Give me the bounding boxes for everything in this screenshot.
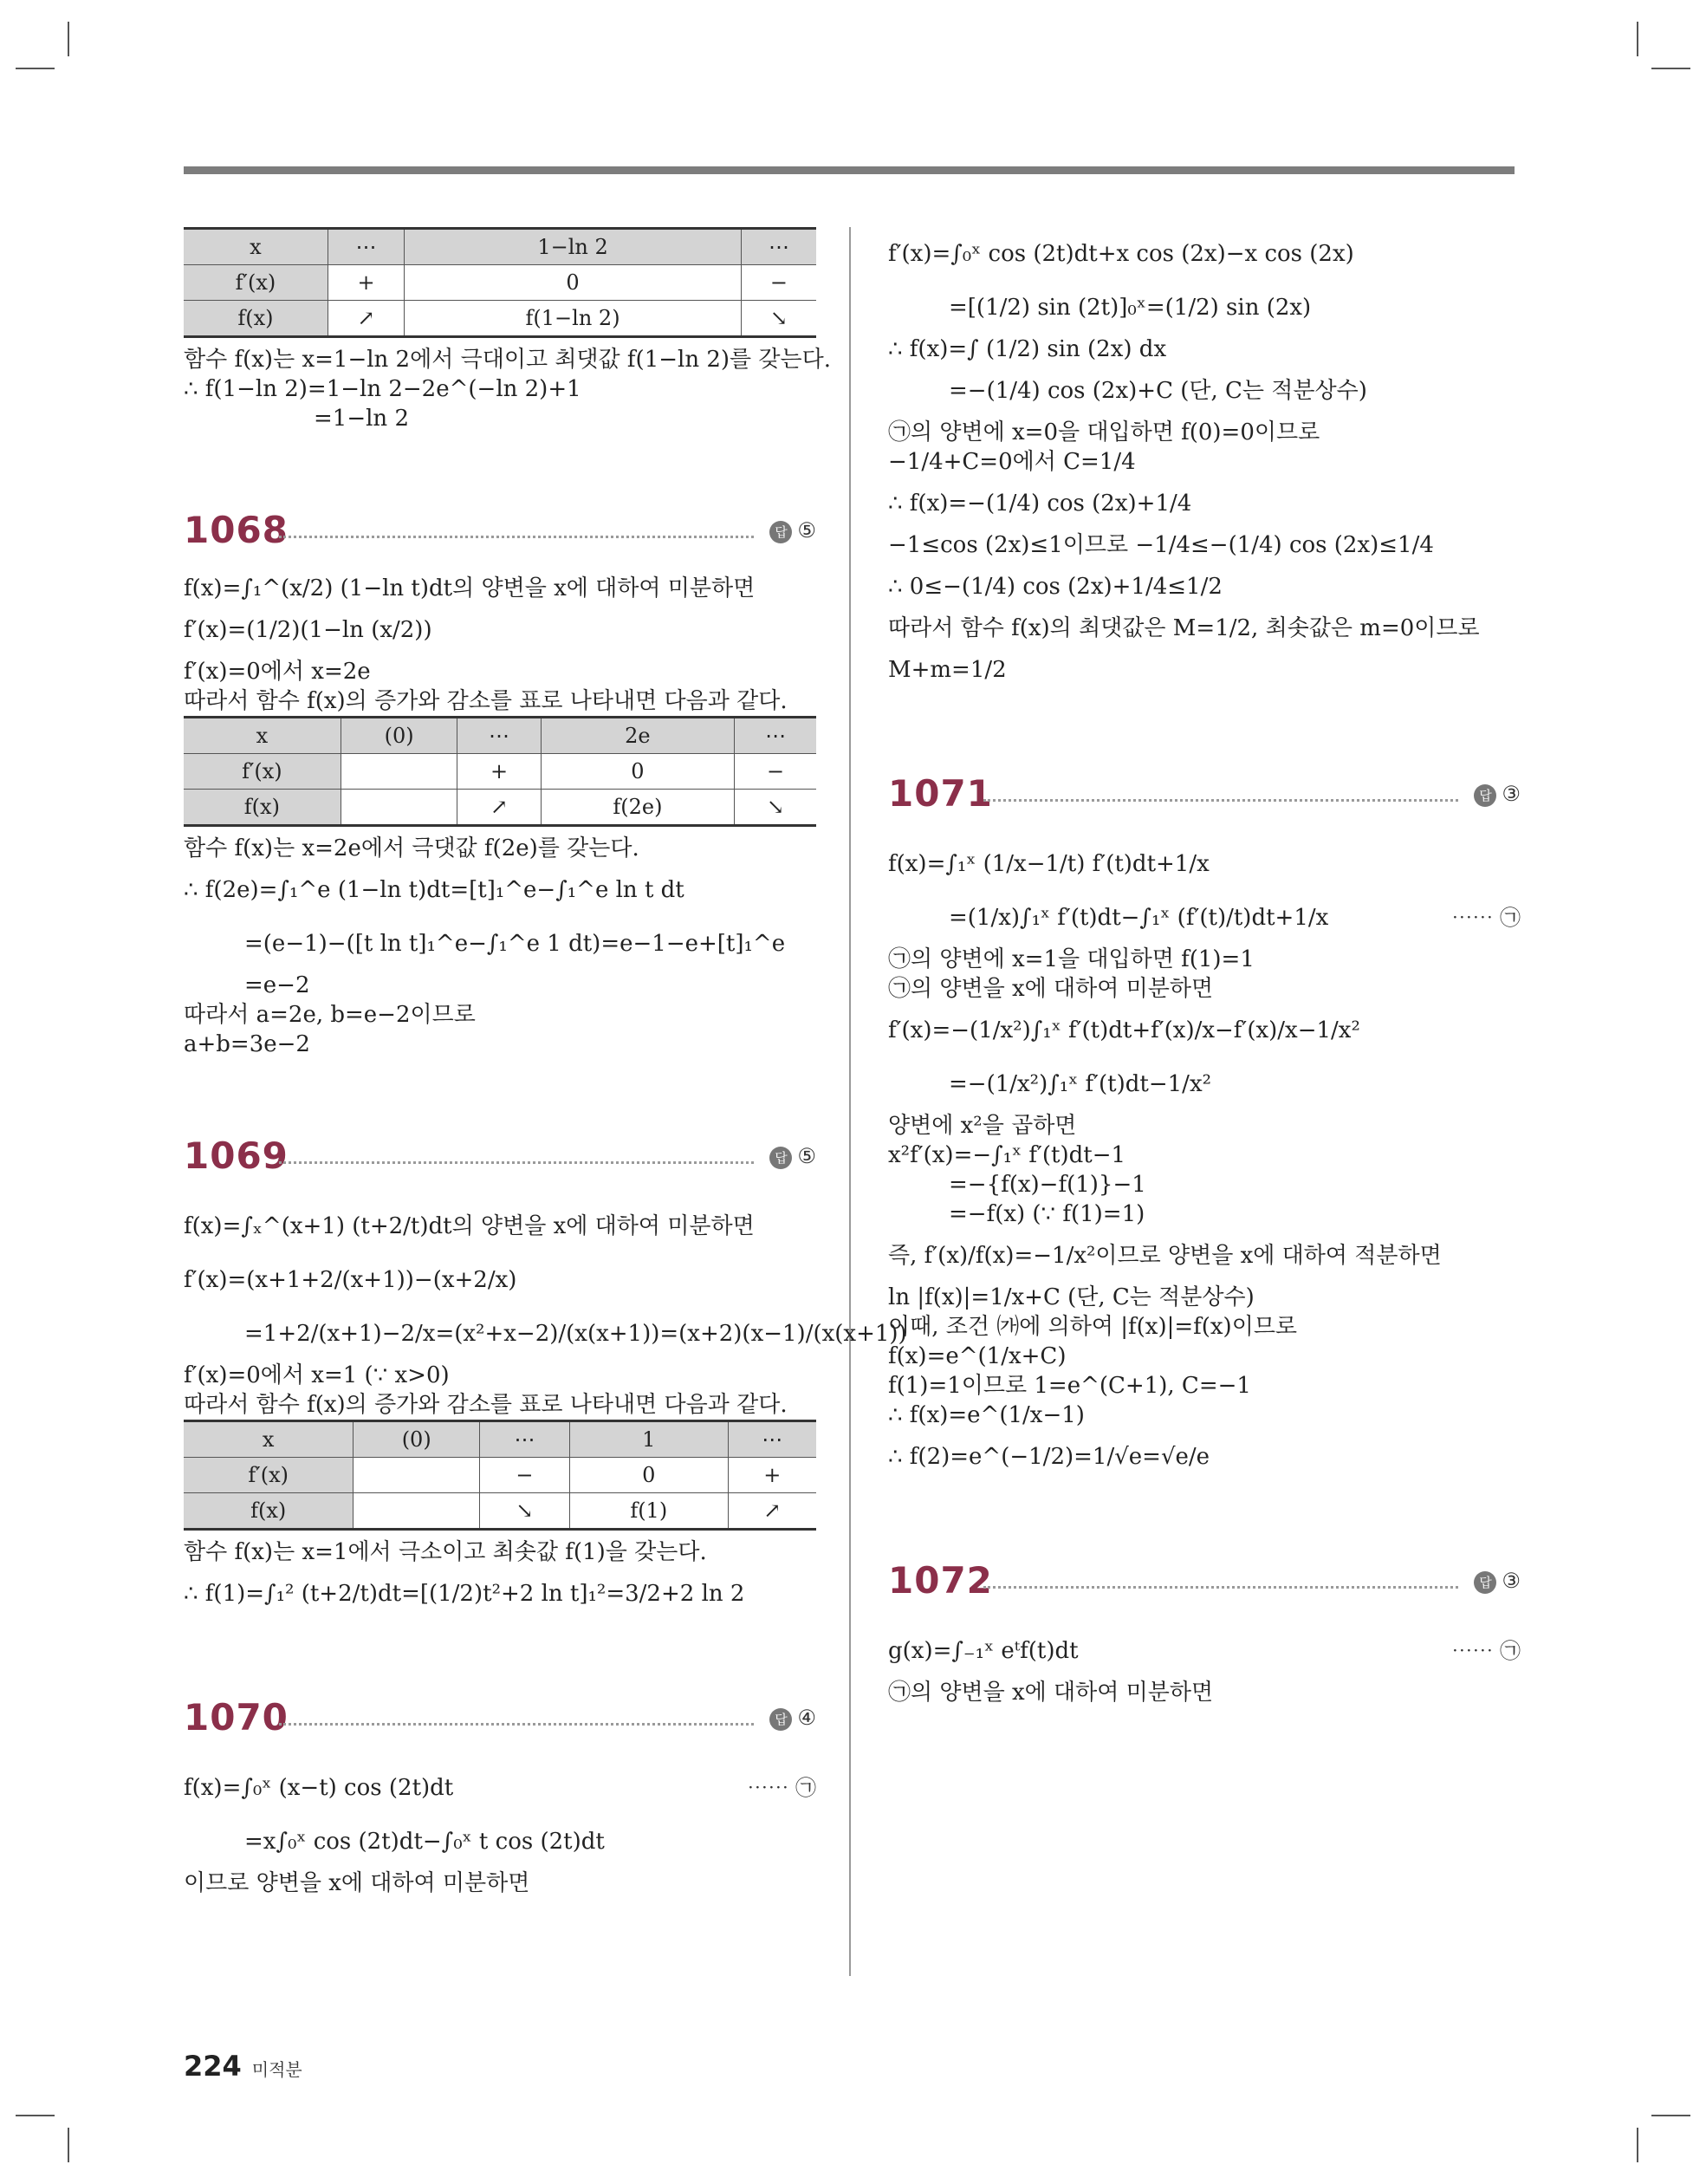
text-line: ln |f(x)|=1/x+C (단, C는 적분상수) xyxy=(888,1284,1255,1310)
crop-mark xyxy=(1637,2128,1638,2162)
answer-badge: 답 xyxy=(769,1708,792,1731)
answer-label: 답 ③ xyxy=(1474,778,1521,809)
leader-dots xyxy=(279,536,754,538)
table-row: f(x) ↗ f(2e) ↘ xyxy=(184,790,816,826)
text-line: ∴ f(2)=e^(−1/2)=1/√e=√e/e xyxy=(888,1444,1210,1470)
variation-table-top xyxy=(184,227,816,338)
text-line: f(x)=∫₀ˣ (x−t) cos (2t)dt ⋯⋯ ㉠ xyxy=(184,1761,816,1815)
text-line: 즉, f′(x)/f(x)=−1/x²이므로 양변을 x에 대하여 적분하면 xyxy=(888,1243,1442,1269)
text-line: =1−ln 2 xyxy=(314,406,409,432)
text-line: ∴ f(1)=∫₁² (t+2/t)dt=[(1/2)t²+2 ln t]₁²=3/2+2 ln 2 xyxy=(184,1581,745,1607)
answer-badge: 답 xyxy=(1474,784,1496,807)
text-line: =[(1/2) sin (2t)]₀ˣ=(1/2) sin (2x) xyxy=(949,295,1312,321)
answer-badge: 답 xyxy=(769,1147,792,1169)
problem-number: 1070 xyxy=(184,1696,289,1739)
text-line: f(1)=1이므로 1=e^(C+1), C=−1 xyxy=(888,1373,1251,1399)
text-line: 함수 f(x)는 x=1에서 극소이고 최솟값 f(1)을 갖는다. xyxy=(184,1539,707,1565)
problem-header-1070 xyxy=(184,1693,816,1745)
text-line: ∴ 0≤−(1/4) cos (2x)+1/4≤1/2 xyxy=(888,574,1223,600)
equation-tag: ⋯⋯ ㉠ xyxy=(1451,906,1521,930)
problem-number: 1071 xyxy=(888,772,993,815)
text-line: x²f′(x)=−∫₁ˣ f′(t)dt−1 xyxy=(888,1142,1126,1168)
crop-mark xyxy=(68,22,69,56)
text-line: ∴ f(x)=−(1/4) cos (2x)+1/4 xyxy=(888,491,1192,517)
crop-mark xyxy=(16,2115,55,2116)
leader-dots xyxy=(983,1586,1458,1589)
text-line: ㉠의 양변을 x에 대하여 미분하면 xyxy=(888,1680,1214,1706)
text-line: =(1/x)∫₁ˣ f′(t)dt−∫₁ˣ (f′(t)/t)dt+1/x ⋯⋯ ㉠ xyxy=(888,891,1521,945)
text-line: =1+2/(x+1)−2/x=(x²+x−2)/(x(x+1))=(x+2)(x−1)/(x(x+1)) xyxy=(244,1321,907,1347)
text-line: =−(1/x²)∫₁ˣ f′(t)dt−1/x² xyxy=(949,1071,1212,1097)
answer-label: 답 ⑤ xyxy=(769,1141,816,1172)
text-line: 이므로 양변을 x에 대하여 미분하면 xyxy=(184,1870,530,1896)
text-line: f′(x)=0에서 x=2e xyxy=(184,659,371,685)
text-line: f′(x)=−(1/x²)∫₁ˣ f′(t)dt+f′(x)/x−f′(x)/x−1/x² xyxy=(888,1017,1360,1043)
text-line: f(x)=∫ₓ^(x+1) (t+2/t)dt의 양변을 x에 대하여 미분하면 xyxy=(184,1213,755,1239)
text-line: 따라서 a=2e, b=e−2이므로 xyxy=(184,1002,476,1028)
answer-label: 답 ③ xyxy=(1474,1565,1521,1596)
text-line: =−{f(x)−f(1)}−1 xyxy=(949,1172,1146,1198)
answer-badge: 답 xyxy=(1474,1571,1496,1594)
text-line: f(x)=∫₁ˣ (1/x−1/t) f′(t)dt+1/x xyxy=(888,851,1210,877)
text-line: 따라서 함수 f(x)의 증가와 감소를 표로 나타내면 다음과 같다. xyxy=(184,1392,788,1418)
text-line: ∴ f(2e)=∫₁^e (1−ln t)dt=[t]₁^e−∫₁^e ln t dt xyxy=(184,877,684,903)
table-row: f′(x) + 0 − xyxy=(184,265,816,301)
text-line: ∴ f(x)=∫ (1/2) sin (2x) dx xyxy=(888,336,1167,362)
text-line: =e−2 xyxy=(244,972,310,998)
answer-badge: 답 xyxy=(769,521,792,543)
text-line: 함수 f(x)는 x=1−ln 2에서 극대이고 최댓값 f(1−ln 2)를 갖는다. xyxy=(184,347,832,373)
text-line: −1/4+C=0에서 C=1/4 xyxy=(888,449,1136,475)
right-column xyxy=(888,227,1521,1707)
text-line: 따라서 함수 f(x)의 증가와 감소를 표로 나타내면 다음과 같다. xyxy=(184,688,788,714)
text-line: ㉠의 양변에 x=1을 대입하면 f(1)=1 xyxy=(888,946,1255,972)
problem-header-1071 xyxy=(888,770,1521,822)
text-line: f′(x)=(x+1+2/(x+1))−(x+2/x) xyxy=(184,1267,517,1293)
text-line: ∴ f(x)=e^(1/x−1) xyxy=(888,1402,1085,1428)
text-line: 함수 f(x)는 x=2e에서 극댓값 f(2e)를 갖는다. xyxy=(184,835,639,861)
text-line: −1≤cos (2x)≤1이므로 −1/4≤−(1/4) cos (2x)≤1/4 xyxy=(888,532,1434,558)
answer-label: 답 ⑤ xyxy=(769,515,816,546)
text-line: f(x)=∫₁^(x/2) (1−ln t)dt의 양변을 x에 대하여 미분하면 xyxy=(184,575,756,601)
text-line: =x∫₀ˣ cos (2t)dt−∫₀ˣ t cos (2t)dt xyxy=(244,1829,605,1855)
left-column xyxy=(184,227,907,1898)
variation-table-1068 xyxy=(184,716,816,827)
page-number: 224 xyxy=(184,2050,242,2083)
text-line: 이때, 조건 ㈎에 의하여 |f(x)|=f(x)이므로 xyxy=(888,1314,1298,1340)
text-line: =(e−1)−([t ln t]₁^e−∫₁^e 1 dt)=e−1−e+[t]₁^e xyxy=(244,931,786,957)
leader-dots xyxy=(983,799,1458,802)
equation-tag: ⋯⋯ ㉠ xyxy=(1451,1639,1521,1663)
table-row: x (0) ⋯ 1 ⋯ xyxy=(184,1421,816,1458)
problem-header-1072 xyxy=(888,1557,1521,1609)
text-line: g(x)=∫₋₁ˣ eᵗf(t)dt ⋯⋯ ㉠ xyxy=(888,1624,1521,1678)
crop-mark xyxy=(1651,2115,1690,2116)
variation-table-1069 xyxy=(184,1420,816,1531)
crop-mark xyxy=(68,2128,69,2162)
text-line: =−f(x) (∵ f(1)=1) xyxy=(949,1201,1145,1227)
problem-number: 1072 xyxy=(888,1559,993,1602)
problem-number: 1068 xyxy=(184,509,289,551)
page-footer xyxy=(184,2050,302,2083)
text-line: 양변에 x²을 곱하면 xyxy=(888,1113,1077,1139)
text-line: a+b=3e−2 xyxy=(184,1031,310,1057)
text-line: ㉠의 양변을 x에 대하여 미분하면 xyxy=(888,976,1214,1002)
leader-dots xyxy=(279,1723,754,1726)
table-row: x (0) ⋯ 2e ⋯ xyxy=(184,718,816,754)
crop-mark xyxy=(16,68,55,69)
table-row: f(x) ↗ f(1−ln 2) ↘ xyxy=(184,301,816,337)
text-line: 따라서 함수 f(x)의 최댓값은 M=1/2, 최솟값은 m=0이므로 xyxy=(888,615,1480,641)
problem-number: 1069 xyxy=(184,1134,289,1177)
text-line: f′(x)=0에서 x=1 (∵ x>0) xyxy=(184,1362,450,1388)
header-rule xyxy=(184,166,1515,174)
subject-label: 미적분 xyxy=(251,2059,302,2080)
table-row: f(x) ↘ f(1) ↗ xyxy=(184,1493,816,1530)
table-row: f′(x) + 0 − xyxy=(184,754,816,790)
crop-mark xyxy=(1651,68,1690,69)
column-divider xyxy=(849,227,851,1976)
text-line: f′(x)=(1/2)(1−ln (x/2)) xyxy=(184,617,432,643)
table-row: f′(x) − 0 + xyxy=(184,1458,816,1493)
leader-dots xyxy=(279,1161,754,1164)
problem-header-1069 xyxy=(184,1132,816,1184)
text-line: =−(1/4) cos (2x)+C (단, C는 적분상수) xyxy=(949,378,1367,404)
text-line: ∴ f(1−ln 2)=1−ln 2−2e^(−ln 2)+1 xyxy=(184,376,581,402)
text-line: f′(x)=∫₀ˣ cos (2t)dt+x cos (2x)−x cos (2x) xyxy=(888,241,1354,267)
text-line: ㉠의 양변에 x=0을 대입하면 f(0)=0이므로 xyxy=(888,419,1320,445)
text-line: f(x)=e^(1/x+C) xyxy=(888,1343,1067,1369)
problem-header-1068 xyxy=(184,506,816,558)
equation-tag: ⋯⋯ ㉠ xyxy=(747,1776,816,1800)
table-row: x ⋯ 1−ln 2 ⋯ xyxy=(184,229,816,265)
text-line: M+m=1/2 xyxy=(888,657,1007,683)
answer-label: 답 ④ xyxy=(769,1702,816,1733)
crop-mark xyxy=(1637,22,1638,56)
